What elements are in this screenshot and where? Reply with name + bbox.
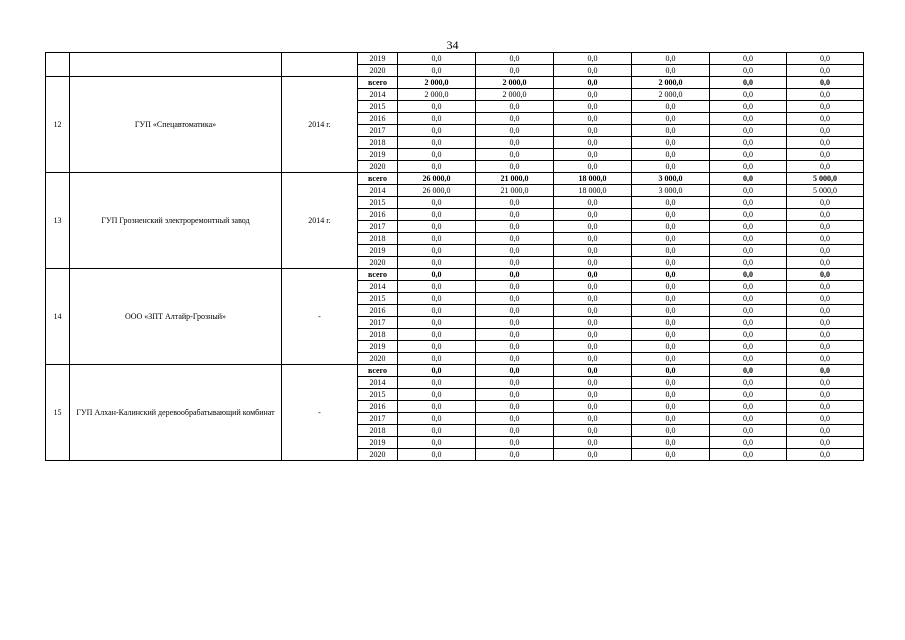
value-cell: 0,0 [710,245,787,257]
value-cell: 0,0 [710,293,787,305]
value-cell: 0,0 [632,137,710,149]
value-cell: 0,0 [632,437,710,449]
value-cell: 0,0 [476,269,554,281]
value-cell: 0,0 [554,101,632,113]
value-cell: 0,0 [632,413,710,425]
value-cell: 0,0 [398,101,476,113]
value-cell: 0,0 [476,257,554,269]
value-cell: 0,0 [787,269,864,281]
year-cell: 2014 [358,281,398,293]
table-row [46,173,864,185]
value-cell: 0,0 [554,401,632,413]
value-cell: 0,0 [710,161,787,173]
value-cell: 0,0 [710,53,787,65]
value-cell: 0,0 [476,281,554,293]
value-cell: 0,0 [710,125,787,137]
value-cell: 0,0 [554,329,632,341]
value-cell: 0,0 [398,65,476,77]
year-cell: 2015 [358,389,398,401]
value-cell: 0,0 [398,437,476,449]
value-cell: 0,0 [787,137,864,149]
year-cell: 2017 [358,317,398,329]
value-cell: 0,0 [476,245,554,257]
value-cell: 0,0 [476,293,554,305]
value-cell: 0,0 [398,245,476,257]
year-cell: 2016 [358,401,398,413]
value-cell: 0,0 [710,305,787,317]
value-cell: 0,0 [787,377,864,389]
value-cell: 0,0 [632,269,710,281]
value-cell: 0,0 [632,449,710,461]
value-cell: 0,0 [554,413,632,425]
value-cell: 0,0 [787,209,864,221]
value-cell: 0,0 [476,53,554,65]
value-cell: 0,0 [632,377,710,389]
value-cell: 0,0 [476,137,554,149]
value-cell: 0,0 [632,125,710,137]
value-cell: 0,0 [632,425,710,437]
value-cell: 0,0 [398,257,476,269]
value-cell: 0,0 [787,101,864,113]
value-cell: 0,0 [554,89,632,101]
value-cell: 0,0 [787,113,864,125]
value-cell: 2 000,0 [476,77,554,89]
year-cell: 2014 [358,377,398,389]
year-cell: всего [358,77,398,89]
year-cell: 2019 [358,149,398,161]
value-cell: 0,0 [787,425,864,437]
year-cell: 2020 [358,257,398,269]
row-number: 14 [46,269,70,365]
value-cell: 0,0 [476,413,554,425]
value-cell: 0,0 [632,113,710,125]
value-cell: 0,0 [787,89,864,101]
year-cell: 2014 [358,89,398,101]
value-cell: 0,0 [787,281,864,293]
value-cell: 0,0 [554,437,632,449]
value-cell: 21 000,0 [476,185,554,197]
value-cell: 0,0 [632,401,710,413]
value-cell: 0,0 [398,125,476,137]
value-cell: 0,0 [710,65,787,77]
table-row [46,53,864,65]
row-number: 12 [46,77,70,173]
value-cell: 0,0 [787,353,864,365]
value-cell: 0,0 [398,221,476,233]
value-cell: 0,0 [554,269,632,281]
value-cell: 0,0 [554,365,632,377]
value-cell: 0,0 [554,113,632,125]
value-cell: 0,0 [787,245,864,257]
value-cell: 0,0 [787,437,864,449]
value-cell: 0,0 [476,377,554,389]
value-cell: 2 000,0 [476,89,554,101]
value-cell: 18 000,0 [554,173,632,185]
value-cell: 0,0 [398,413,476,425]
year-cell: 2019 [358,245,398,257]
value-cell: 2 000,0 [632,77,710,89]
value-cell: 0,0 [476,353,554,365]
value-cell: 0,0 [710,317,787,329]
value-cell: 0,0 [476,365,554,377]
value-cell: 0,0 [710,449,787,461]
start-year: 2014 г. [282,173,358,269]
value-cell: 0,0 [476,197,554,209]
row-number: 13 [46,173,70,269]
value-cell: 2 000,0 [632,89,710,101]
value-cell: 0,0 [554,245,632,257]
value-cell: 0,0 [632,353,710,365]
value-cell: 0,0 [632,305,710,317]
value-cell: 26 000,0 [398,173,476,185]
value-cell: 0,0 [476,437,554,449]
value-cell: 0,0 [710,437,787,449]
year-cell: 2018 [358,425,398,437]
value-cell: 0,0 [476,125,554,137]
value-cell: 0,0 [632,233,710,245]
value-cell: 3 000,0 [632,173,710,185]
value-cell: 0,0 [398,209,476,221]
value-cell: 0,0 [710,209,787,221]
value-cell: 0,0 [398,269,476,281]
value-cell: 0,0 [554,125,632,137]
page-number: 34 [446,38,459,52]
start-year: - [282,269,358,365]
value-cell: 0,0 [476,161,554,173]
value-cell: 0,0 [787,125,864,137]
value-cell: 0,0 [710,233,787,245]
value-cell: 0,0 [554,353,632,365]
value-cell: 5 000,0 [787,173,864,185]
value-cell: 0,0 [398,233,476,245]
year-cell: 2019 [358,341,398,353]
value-cell: 0,0 [476,221,554,233]
table-body [46,53,864,461]
year-cell: 2017 [358,413,398,425]
year-cell: 2015 [358,101,398,113]
row-number: 15 [46,365,70,461]
value-cell: 0,0 [476,101,554,113]
value-cell: 0,0 [476,449,554,461]
value-cell: 0,0 [632,149,710,161]
value-cell: 0,0 [398,161,476,173]
value-cell: 0,0 [476,233,554,245]
year-cell: 2015 [358,293,398,305]
value-cell: 0,0 [554,341,632,353]
value-cell: 18 000,0 [554,185,632,197]
enterprise-name: ГУП «Спецавтоматика» [70,77,282,173]
value-cell: 0,0 [787,293,864,305]
value-cell: 0,0 [398,197,476,209]
value-cell: 0,0 [554,389,632,401]
value-cell: 0,0 [632,317,710,329]
value-cell: 0,0 [398,341,476,353]
value-cell: 0,0 [710,149,787,161]
value-cell: 0,0 [398,377,476,389]
value-cell: 0,0 [554,65,632,77]
table-row [46,269,864,281]
value-cell: 0,0 [632,101,710,113]
value-cell: 0,0 [710,425,787,437]
value-cell: 0,0 [476,317,554,329]
value-cell: 0,0 [710,101,787,113]
value-cell: 0,0 [632,221,710,233]
value-cell: 0,0 [476,149,554,161]
start-year: 2014 г. [282,77,358,173]
year-cell: 2020 [358,449,398,461]
value-cell: 2 000,0 [398,89,476,101]
value-cell: 0,0 [632,341,710,353]
value-cell: 0,0 [710,341,787,353]
value-cell: 0,0 [632,281,710,293]
year-cell: 2014 [358,185,398,197]
value-cell: 0,0 [398,293,476,305]
value-cell: 0,0 [632,65,710,77]
year-cell: всего [358,365,398,377]
year-cell: всего [358,173,398,185]
value-cell: 0,0 [398,113,476,125]
value-cell: 0,0 [787,317,864,329]
value-cell: 0,0 [787,413,864,425]
year-cell: 2020 [358,161,398,173]
year-cell: 2017 [358,221,398,233]
year-cell: 2019 [358,437,398,449]
value-cell: 0,0 [398,425,476,437]
value-cell: 0,0 [710,353,787,365]
value-cell: 0,0 [632,365,710,377]
value-cell: 0,0 [476,401,554,413]
value-cell: 0,0 [710,329,787,341]
value-cell: 5 000,0 [787,185,864,197]
value-cell: 0,0 [787,53,864,65]
value-cell: 0,0 [632,245,710,257]
value-cell: 0,0 [787,341,864,353]
value-cell: 0,0 [787,449,864,461]
value-cell: 0,0 [554,449,632,461]
value-cell: 3 000,0 [632,185,710,197]
value-cell: 0,0 [398,329,476,341]
value-cell: 0,0 [710,221,787,233]
value-cell: 0,0 [710,389,787,401]
value-cell: 0,0 [632,329,710,341]
value-cell: 0,0 [632,257,710,269]
value-cell: 0,0 [554,317,632,329]
value-cell: 0,0 [554,53,632,65]
value-cell: 0,0 [710,173,787,185]
value-cell: 0,0 [476,209,554,221]
value-cell: 0,0 [710,137,787,149]
value-cell: 0,0 [398,317,476,329]
value-cell: 0,0 [710,185,787,197]
start-year-cell [282,53,358,77]
start-year: - [282,365,358,461]
year-cell: 2016 [358,209,398,221]
value-cell: 0,0 [787,257,864,269]
value-cell: 0,0 [398,305,476,317]
value-cell: 0,0 [554,221,632,233]
value-cell: 0,0 [787,149,864,161]
year-cell: 2019 [358,53,398,65]
value-cell: 0,0 [554,425,632,437]
investment-table [45,52,864,461]
value-cell: 21 000,0 [476,173,554,185]
value-cell: 0,0 [787,161,864,173]
value-cell: 0,0 [710,89,787,101]
value-cell: 0,0 [398,365,476,377]
value-cell: 0,0 [476,425,554,437]
value-cell: 0,0 [787,221,864,233]
value-cell: 0,0 [632,161,710,173]
enterprise-name: ГУП Алхан-Калинский деревообрабатывающий комбинат [70,365,282,461]
value-cell: 0,0 [398,281,476,293]
value-cell: 0,0 [787,65,864,77]
value-cell: 0,0 [554,377,632,389]
value-cell: 0,0 [787,365,864,377]
value-cell: 0,0 [710,365,787,377]
enterprise-name: ООО «ЗПТ Алтайр-Грозный» [70,269,282,365]
value-cell: 0,0 [476,305,554,317]
year-cell: 2018 [358,137,398,149]
value-cell: 0,0 [710,269,787,281]
value-cell: 0,0 [476,329,554,341]
value-cell: 0,0 [632,209,710,221]
value-cell: 0,0 [398,401,476,413]
number-cell [46,53,70,77]
year-cell: 2018 [358,233,398,245]
value-cell: 0,0 [476,65,554,77]
value-cell: 0,0 [710,257,787,269]
year-cell: 2016 [358,113,398,125]
value-cell: 0,0 [710,377,787,389]
value-cell: 0,0 [398,389,476,401]
value-cell: 0,0 [632,197,710,209]
year-cell: 2020 [358,353,398,365]
value-cell: 0,0 [787,233,864,245]
value-cell: 0,0 [476,389,554,401]
enterprise-name-cell [70,53,282,77]
year-cell: 2017 [358,125,398,137]
year-cell: 2015 [358,197,398,209]
value-cell: 0,0 [398,149,476,161]
value-cell: 0,0 [554,161,632,173]
value-cell: 0,0 [710,77,787,89]
value-cell: 0,0 [632,53,710,65]
value-cell: 0,0 [710,113,787,125]
value-cell: 2 000,0 [398,77,476,89]
value-cell: 0,0 [710,197,787,209]
value-cell: 0,0 [476,113,554,125]
value-cell: 0,0 [710,281,787,293]
year-cell: 2020 [358,65,398,77]
table-row [46,77,864,89]
value-cell: 0,0 [476,341,554,353]
value-cell: 0,0 [554,149,632,161]
value-cell: 0,0 [787,197,864,209]
value-cell: 0,0 [554,281,632,293]
value-cell: 0,0 [710,413,787,425]
value-cell: 0,0 [554,209,632,221]
value-cell: 0,0 [632,389,710,401]
value-cell: 0,0 [710,401,787,413]
value-cell: 0,0 [398,137,476,149]
value-cell: 0,0 [787,305,864,317]
value-cell: 0,0 [554,197,632,209]
value-cell: 0,0 [787,389,864,401]
value-cell: 0,0 [554,77,632,89]
value-cell: 0,0 [398,53,476,65]
value-cell: 0,0 [554,293,632,305]
year-cell: 2016 [358,305,398,317]
year-cell: всего [358,269,398,281]
value-cell: 0,0 [787,77,864,89]
table-row [46,365,864,377]
value-cell: 0,0 [554,305,632,317]
value-cell: 0,0 [554,257,632,269]
value-cell: 0,0 [787,401,864,413]
value-cell: 0,0 [398,449,476,461]
enterprise-name: ГУП Грозненский электроремонтный завод [70,173,282,269]
year-cell: 2018 [358,329,398,341]
value-cell: 0,0 [398,353,476,365]
value-cell: 0,0 [554,233,632,245]
value-cell: 26 000,0 [398,185,476,197]
value-cell: 0,0 [632,293,710,305]
value-cell: 0,0 [787,329,864,341]
value-cell: 0,0 [554,137,632,149]
